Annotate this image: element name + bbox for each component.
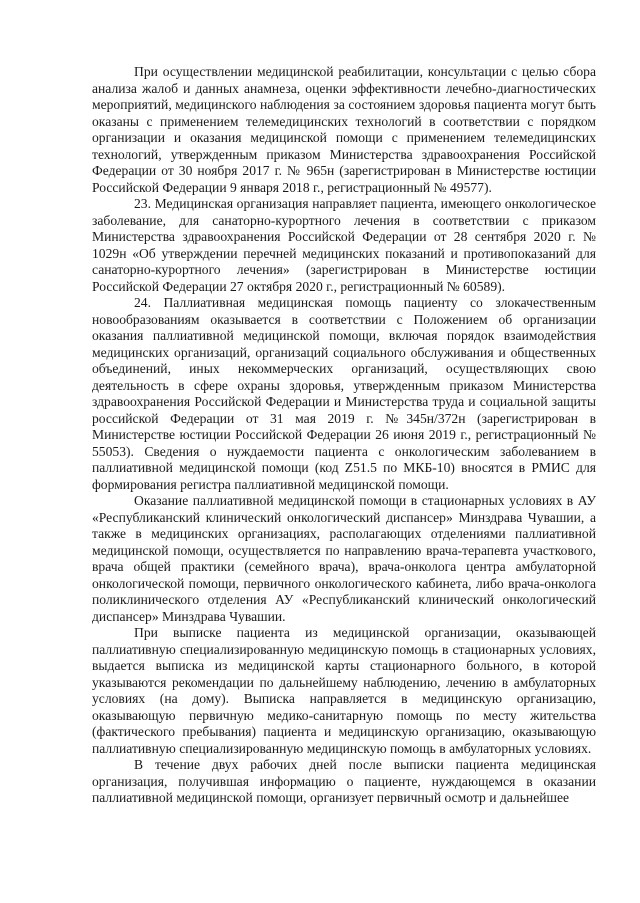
paragraph-inpatient-palliative: Оказание паллиативной медицинской помощи в стационарных условиях в АУ «Республиканский клинический онкологический диспансер» Минздрава Чувашии, а также в медицинских организациях, располагающих отделениями паллиативной медицинской помощи, осуществляется по направлению врача-терапевта участкового, врача общей практики (семейного врача), врача-онколога центра амбулаторной онкологической помощи, первичного онкологического кабинета, либо врача-онколога поликлинического отделения АУ «Республиканский клинический онкологический диспансер» Минздрава Чувашии. xyxy=(92,493,596,624)
paragraph-two-working-days: В течение двух рабочих дней после выписки пациента медицинская организация, получившая информацию о пациенте, нуждающемся в оказании паллиативной медицинской помощи, организует первичный осмотр и дальнейшее xyxy=(92,757,596,805)
paragraph-24-palliative: 24. Паллиативная медицинская помощь пациенту со злокачественным новообразованиям оказывается в соответствии с Положением об организации оказания паллиативной медицинской помощи, включая порядок взаимодействия медицинских организаций, организаций социального обслуживания и общественных объединений, иных некоммерческих организаций, осуществляющих свою деятельность в сфере охраны здоровья, утвержденным приказом Министерства здравоохранения Российской Федерации и Министерства труда и социальной защиты российской Федерации от 31 мая 2019 г. №345н/372н (зарегистрирован в Министерстве юстиции Российской Федерации 26 июня 2019 г., регистрационный № 55053). Сведения о нуждаемости пациента с онкологическим заболеванием в паллиативной медицинской помощи (код Z51.5 по МКБ-10) вносятся в РМИС для формирования регистра паллиативной медицинской помощи. xyxy=(92,295,596,492)
paragraph-discharge: При выписке пациента из медицинской организации, оказывающей паллиативную специализированную медицинскую помощь в стационарных условиях, выдается выписка из медицинской карты стационарного больного, в которой указываются рекомендации по дальнейшему наблюдению, лечению в амбулаторных условиях (на дому). Выписка направляется в медицинскую организацию, оказывающую первичную медико-санитарную помощь по месту жительства (фактического пребывания) пациента и медицинскую организацию, оказывающую паллиативную специализированную медицинскую помощь в амбулаторных условиях. xyxy=(92,625,596,756)
paragraph-23-sanatorium: 23. Медицинская организация направляет пациента, имеющего онкологическое заболевание, для санаторно-курортного лечения в соответствии с приказом Министерства здравоохранения Российской Федерации от 28 сентября 2020 г. № 1029н «Об утверждении перечней медицинских показаний и противопоказаний для санаторно-курортного лечения» (зарегистрирован в Министерстве юстиции Российской Федерации 27 октября 2020 г., регистрационный № 60589). xyxy=(92,196,596,294)
paragraph-telemedicine: При осуществлении медицинской реабилитации, консультации с целью сбора анализа жалоб и данных анамнеза, оценки эффективности лечебно-диагностических мероприятий, медицинского наблюдения за состоянием здоровья пациента могут быть оказаны с применением телемедицинских технологий в соответствии с порядком организации и оказания медицинской помощи с применением телемедицинских технологий, утвержденным приказом Министерства здравоохранения Российской Федерации от 30 ноября 2017 г. № 965н (зарегистрирован в Министерстве юстиции Российской Федерации 9 января 2018 г., регистрационный № 49577). xyxy=(92,64,596,195)
document-page xyxy=(92,64,596,807)
